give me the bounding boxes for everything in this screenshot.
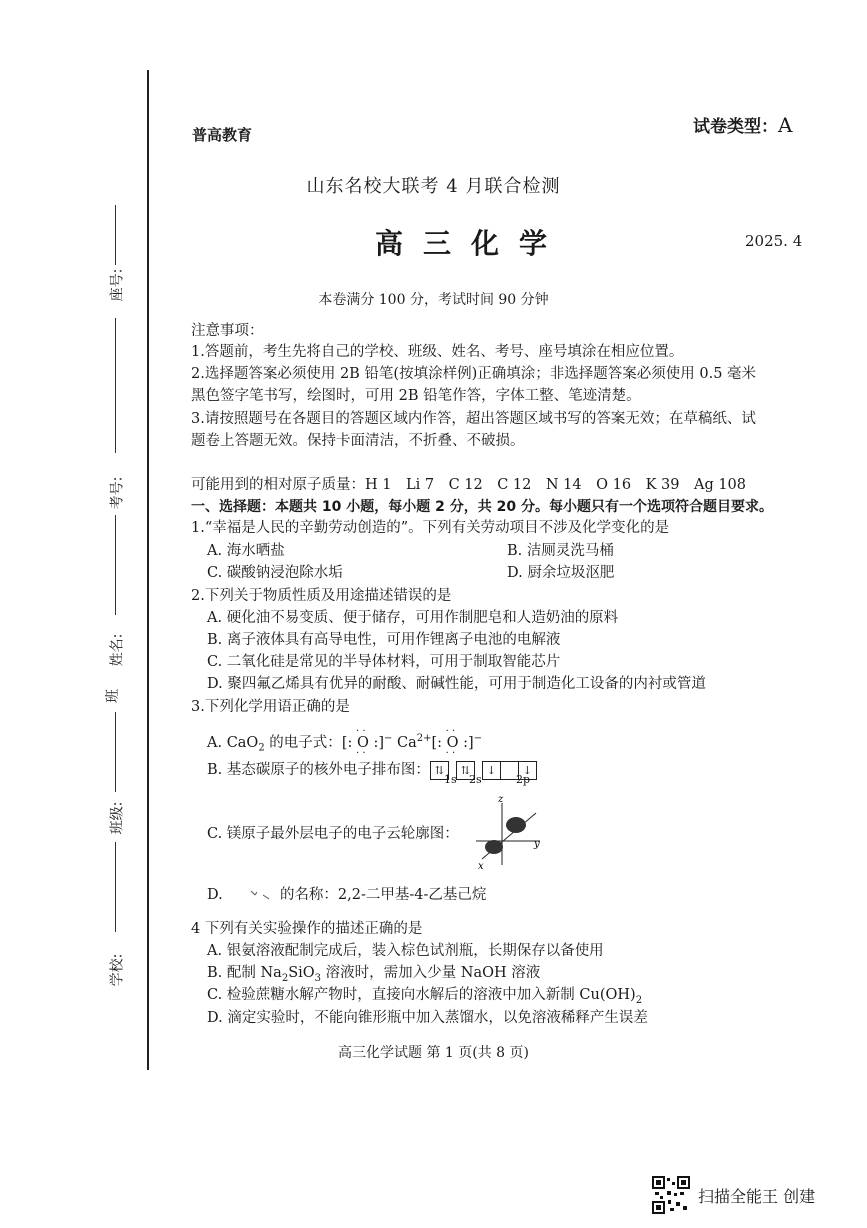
school-label: 学校: xyxy=(109,953,126,987)
atomic-masses: 可能用到的相对原子质量：H 1 Li 7 C 12 C 12 N 14 O 16 K 39 Ag 108 xyxy=(191,477,747,493)
name-label: 姓名: xyxy=(109,633,126,667)
paper-type xyxy=(693,112,792,137)
section-heading: 一、选择题：本题共 10 小题，每小题 2 分，共 20 分。每小题只有一个选项符合题目要求。 xyxy=(191,499,773,515)
q2-option-a: A. 硬化油不易变质、便于储存，可用作制肥皂和人造奶油的原料 xyxy=(207,610,619,626)
q3-a-text: 的电子式： xyxy=(264,734,342,751)
notice-item: 2.选择题答案必须使用 2B 铅笔(按填涂样例)正确填涂；非选择题答案必须使用 0.5 毫米 xyxy=(191,366,757,382)
axis-x-label: x xyxy=(478,861,484,872)
seat-blank-line-2 xyxy=(115,318,116,453)
seat-blank-line xyxy=(115,205,116,265)
q1-option-b: B. 洁厕灵洗马桶 xyxy=(507,543,614,559)
orbital-label-1s: 1s xyxy=(444,773,457,786)
notice-item: 黑色签字笔书写，绘图时，可用 2B 铅笔作答，字体工整、笔迹清楚。 xyxy=(191,388,641,404)
q3-b-text: B. 基态碳原子的核外电子排布图： xyxy=(207,762,430,778)
axis-y-label: y xyxy=(534,839,540,850)
subscript: 2 xyxy=(281,972,289,984)
q4-b-pre: B. 配制 Na xyxy=(207,965,282,981)
subject-title: 高三化学 xyxy=(375,227,568,260)
ca-charge: 2+ xyxy=(416,733,432,744)
orbital-box: ↓ xyxy=(518,761,537,780)
q3-d-text: 的名称：2,2-二甲基-4-乙基己烷 xyxy=(279,887,487,903)
ca-symbol: Ca xyxy=(397,734,417,751)
notice-title: 注意事项： xyxy=(191,323,264,339)
exam-name: 山东名校大联考 4 月联合检测 xyxy=(306,176,561,197)
orbital-box: ⇅ xyxy=(456,761,475,780)
ban-label: 班 xyxy=(105,689,121,703)
orbital-label-2s: 2s xyxy=(469,773,482,786)
electron-cloud-diagram xyxy=(466,793,556,873)
q4-b-mid: SiO xyxy=(288,965,315,981)
skeletal-structure-image xyxy=(227,887,275,903)
q3-option-d xyxy=(207,885,486,905)
q1-option-d: D. 厨余垃圾沤肥 xyxy=(507,565,615,581)
formula-cao: A. CaO xyxy=(207,734,259,751)
q1-option-c: C. 碳酸钠浸泡除水垢 xyxy=(207,565,343,581)
q2-option-c: C. 二氧化硅是常见的半导体材料，可用于制取智能芯片 xyxy=(207,654,561,670)
q3-stem: 3.下列化学用语正确的是 xyxy=(191,699,350,715)
orbital-label-2p: 2p xyxy=(516,773,531,786)
orbital-box: ⇅ xyxy=(430,761,449,780)
q1-stem: 1.“幸福是人民的辛勤劳动创造的”。下列有关劳动项目不涉及化学变化的是 xyxy=(191,520,670,536)
q4-c-pre: C. 检验蔗糖水解产物时，直接向水解后的溶液中加入新制 Cu(OH) xyxy=(207,987,636,1003)
binding-line xyxy=(147,70,149,1070)
class-label: 班级: xyxy=(109,801,126,835)
q2-option-b: B. 离子液体具有高导电性，可用作锂离子电池的电解液 xyxy=(207,632,561,648)
paper-type-label: 试卷类型： xyxy=(693,117,778,137)
q4-stem: 4 下列有关实验操作的描述正确的是 xyxy=(191,921,423,937)
q4-option-d: D. 滴定实验时，不能向锥形瓶中加入蒸馏水，以免溶液稀释产生误差 xyxy=(207,1010,648,1026)
exam-date: 2025. 4 xyxy=(745,232,803,250)
q4-b-post: 溶液时，需加入少量 NaOH 溶液 xyxy=(321,965,541,981)
subscript: 2 xyxy=(635,994,643,1006)
q3-option-c: C. 镁原子最外层电子的电子云轮廓图： xyxy=(207,826,459,842)
subscript: 2 xyxy=(258,742,265,754)
q3-d-prefix: D. xyxy=(207,887,223,903)
electron-dot-o-2: [: · · O · · :]− xyxy=(432,735,483,751)
exam-no-label: 考号: xyxy=(109,476,126,510)
exam-no-blank-line xyxy=(115,515,116,615)
q3-option-b xyxy=(207,760,536,780)
name-blank-line xyxy=(115,712,116,792)
paper-type-value: A xyxy=(778,113,793,137)
lobe-lower xyxy=(485,840,503,854)
orbital-box: ↓ xyxy=(482,761,501,780)
q4-option-a: A. 银氨溶液配制完成后，装入棕色试剂瓶，长期保存以备使用 xyxy=(207,943,604,959)
class-blank-line xyxy=(115,842,116,932)
scanner-watermark: 扫描全能王 创建 xyxy=(698,1187,816,1206)
seat-label: 座号: xyxy=(109,268,126,302)
lobe-upper xyxy=(506,817,526,833)
exam-info: 本卷满分 100 分，考试时间 90 分钟 xyxy=(318,292,549,308)
q3-option-a xyxy=(207,729,482,759)
notice-item: 题卷上答题无效。保持卡面清洁，不折叠、不破损。 xyxy=(191,433,525,449)
axis-z-label: z xyxy=(498,794,504,805)
q2-stem: 2.下列关于物质性质及用途描述错误的是 xyxy=(191,588,452,604)
q2-option-d: D. 聚四氟乙烯具有优异的耐酸、耐碱性能，可用于制造化工设备的内衬或管道 xyxy=(207,676,706,692)
notice-item: 3.请按照题号在各题目的答题区域内作答，超出答题区域书写的答案无效；在草稿纸、试 xyxy=(191,411,756,427)
q1-option-a: A. 海水晒盐 xyxy=(207,543,285,559)
subscript: 3 xyxy=(314,972,322,984)
brand-label: 普高教育 xyxy=(192,126,253,144)
qr-code-icon xyxy=(652,1176,690,1214)
q4-option-c xyxy=(207,985,642,1011)
notice-item: 1.答题前，考生先将自己的学校、班级、姓名、考号、座号填涂在相应位置。 xyxy=(191,344,684,360)
page-footer: 高三化学试题 第 1 页(共 8 页) xyxy=(338,1045,529,1061)
electron-dot-o-1: [: · · O · · :]− xyxy=(342,735,393,751)
